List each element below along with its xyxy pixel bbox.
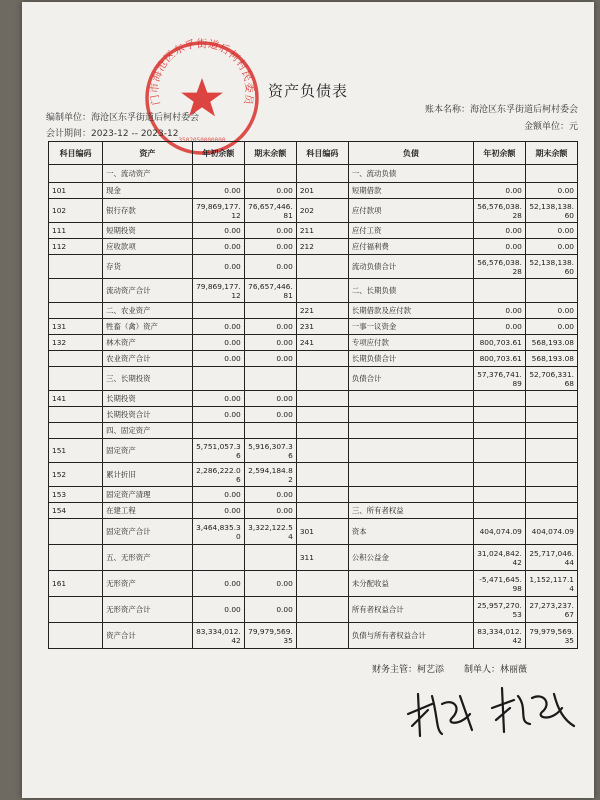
account-code [49, 597, 103, 623]
closing-balance: 52,138,138.60 [525, 199, 577, 223]
account-code: 111 [49, 223, 103, 239]
liability-name [348, 407, 473, 423]
closing-balance: 404,074.09 [525, 519, 577, 545]
opening-balance: 0.00 [473, 223, 525, 239]
opening-balance: 5,751,057.36 [192, 439, 244, 463]
account-code [296, 423, 348, 439]
closing-balance: 0.00 [244, 223, 296, 239]
account-code: 153 [49, 487, 103, 503]
account-code [296, 391, 348, 407]
account-code [49, 165, 103, 183]
liability-name: 未分配收益 [348, 571, 473, 597]
liability-name: 长期借款及应付款 [348, 303, 473, 319]
closing-balance: 0.00 [244, 239, 296, 255]
liability-name: 所有者权益合计 [348, 597, 473, 623]
asset-name: 长期投资合计 [103, 407, 193, 423]
account-code [49, 367, 103, 391]
table-row [49, 423, 578, 439]
opening-balance [192, 367, 244, 391]
account-code [49, 519, 103, 545]
asset-name: 资产合计 [103, 623, 193, 649]
closing-balance: 27,273,237.67 [525, 597, 577, 623]
table-row [49, 351, 578, 367]
asset-name: 林木资产 [103, 335, 193, 351]
liability-name: 一事一议资金 [348, 319, 473, 335]
closing-balance: 0.00 [244, 391, 296, 407]
asset-name: 牲畜（禽）资产 [103, 319, 193, 335]
svg-text:厦门市海沧区东孚街道后柯村民委员会: 门市海沧区东孚街道后柯村民委员 [148, 38, 256, 107]
table-row [49, 199, 578, 223]
liability-name: 一、流动负债 [348, 165, 473, 183]
account-code [296, 439, 348, 463]
table-row [49, 335, 578, 351]
table-row [49, 545, 578, 571]
asset-closing-header: 期末余额 [244, 142, 296, 165]
table-row [49, 597, 578, 623]
account-code [296, 255, 348, 279]
opening-balance: 31,024,842.42 [473, 545, 525, 571]
account-code [49, 279, 103, 303]
account-code: 132 [49, 335, 103, 351]
asset-name: 应收款项 [103, 239, 193, 255]
table-row [49, 255, 578, 279]
opening-balance: 0.00 [192, 407, 244, 423]
closing-balance: 1,152,117.14 [525, 571, 577, 597]
asset-name: 在建工程 [103, 503, 193, 519]
account-code [296, 367, 348, 391]
closing-balance [244, 367, 296, 391]
code-header: 科目编码 [296, 142, 348, 165]
closing-balance [525, 391, 577, 407]
closing-balance: 0.00 [244, 255, 296, 279]
table-row [49, 303, 578, 319]
closing-balance: 568,193.08 [525, 335, 577, 351]
liability-name: 短期借款 [348, 183, 473, 199]
liability-name [348, 463, 473, 487]
closing-balance: 79,979,569.35 [525, 623, 577, 649]
asset-name: 二、农业资产 [103, 303, 193, 319]
liability-name: 资本 [348, 519, 473, 545]
closing-balance: 0.00 [525, 303, 577, 319]
closing-balance: 0.00 [244, 503, 296, 519]
balance-sheet-table [48, 141, 578, 649]
opening-balance: 0.00 [192, 351, 244, 367]
closing-balance [525, 503, 577, 519]
opening-balance: 0.00 [192, 597, 244, 623]
closing-balance: 0.00 [244, 487, 296, 503]
account-code: 131 [49, 319, 103, 335]
table-row [49, 239, 578, 255]
account-code: 141 [49, 391, 103, 407]
asset-header: 资产 [103, 142, 193, 165]
opening-balance: 0.00 [192, 487, 244, 503]
asset-name: 短期投资 [103, 223, 193, 239]
opening-balance: 0.00 [192, 223, 244, 239]
asset-name: 累计折旧 [103, 463, 193, 487]
prepared-by: 制单人：林丽薇 [464, 665, 528, 675]
opening-balance: 0.00 [192, 239, 244, 255]
opening-balance [192, 165, 244, 183]
closing-balance: 79,979,569.35 [244, 623, 296, 649]
account-code: 211 [296, 223, 348, 239]
opening-balance: 0.00 [192, 255, 244, 279]
closing-balance: 3,322,122.54 [244, 519, 296, 545]
liability-name: 应付工资 [348, 223, 473, 239]
table-row [49, 439, 578, 463]
opening-balance [473, 423, 525, 439]
account-code [296, 279, 348, 303]
closing-balance: 0.00 [244, 183, 296, 199]
liability-name: 应付福利费 [348, 239, 473, 255]
closing-balance: 76,657,446.81 [244, 199, 296, 223]
closing-balance [244, 303, 296, 319]
opening-balance: 57,376,741.89 [473, 367, 525, 391]
account-code [49, 545, 103, 571]
opening-balance [473, 439, 525, 463]
finance-supervisor: 财务主管：柯艺添 [372, 665, 445, 675]
table-row [49, 463, 578, 487]
account-code: 301 [296, 519, 348, 545]
account-code: 311 [296, 545, 348, 571]
table-row [49, 503, 578, 519]
closing-balance [244, 423, 296, 439]
table-row [49, 571, 578, 597]
closing-balance: 52,706,331.68 [525, 367, 577, 391]
closing-balance [525, 439, 577, 463]
account-code [296, 623, 348, 649]
account-code [296, 407, 348, 423]
closing-balance: 5,916,307.36 [244, 439, 296, 463]
document-sheet [22, 2, 594, 798]
opening-balance: 800,703.61 [473, 335, 525, 351]
asset-name: 长期投资 [103, 391, 193, 407]
table-row [49, 279, 578, 303]
signature-finance [402, 674, 482, 744]
opening-balance: 800,703.61 [473, 351, 525, 367]
opening-balance [473, 463, 525, 487]
account-code: 154 [49, 503, 103, 519]
opening-balance: 3,464,835.30 [192, 519, 244, 545]
account-code [296, 487, 348, 503]
table-row [49, 223, 578, 239]
opening-balance: 0.00 [473, 239, 525, 255]
asset-name: 五、无形资产 [103, 545, 193, 571]
opening-balance: 0.00 [473, 183, 525, 199]
opening-balance: 0.00 [192, 335, 244, 351]
account-code [49, 423, 103, 439]
opening-balance: 0.00 [192, 503, 244, 519]
code-header: 科目编码 [49, 142, 103, 165]
liability-opening-header: 年初余额 [473, 142, 525, 165]
account-code [296, 351, 348, 367]
account-code [296, 571, 348, 597]
opening-balance [473, 165, 525, 183]
closing-balance: 0.00 [525, 239, 577, 255]
opening-balance: 0.00 [192, 571, 244, 597]
opening-balance [473, 391, 525, 407]
opening-balance: 79,869,177.12 [192, 199, 244, 223]
account-code [49, 623, 103, 649]
closing-balance: 0.00 [244, 407, 296, 423]
liability-name: 流动负债合计 [348, 255, 473, 279]
opening-balance: 56,576,038.28 [473, 199, 525, 223]
account-code: 241 [296, 335, 348, 351]
closing-balance: 0.00 [525, 183, 577, 199]
opening-balance [473, 487, 525, 503]
opening-balance: 0.00 [192, 183, 244, 199]
opening-balance: 0.00 [192, 391, 244, 407]
account-code: 202 [296, 199, 348, 223]
asset-name: 无形资产合计 [103, 597, 193, 623]
liability-name: 负债合计 [348, 367, 473, 391]
closing-balance: 0.00 [244, 597, 296, 623]
asset-name: 银行存款 [103, 199, 193, 223]
account-code [296, 165, 348, 183]
liability-name [348, 439, 473, 463]
opening-balance [192, 303, 244, 319]
account-code: 231 [296, 319, 348, 335]
opening-balance [192, 545, 244, 571]
closing-balance: 568,193.08 [525, 351, 577, 367]
account-code [49, 407, 103, 423]
account-code [49, 351, 103, 367]
asset-name: 现金 [103, 183, 193, 199]
closing-balance [525, 279, 577, 303]
table-row [49, 165, 578, 183]
liability-name [348, 423, 473, 439]
liability-header: 负债 [348, 142, 473, 165]
account-code: 212 [296, 239, 348, 255]
account-code [296, 503, 348, 519]
asset-name: 农业资产合计 [103, 351, 193, 367]
opening-balance: -5,471,645.98 [473, 571, 525, 597]
asset-name: 一、流动资产 [103, 165, 193, 183]
compiling-unit: 编制单位：海沧区东孚街道后柯村委会 [46, 113, 200, 123]
account-code: 151 [49, 439, 103, 463]
closing-balance [525, 407, 577, 423]
opening-balance: 0.00 [473, 319, 525, 335]
closing-balance [525, 487, 577, 503]
account-code [296, 597, 348, 623]
account-code: 112 [49, 239, 103, 255]
opening-balance: 25,957,270.53 [473, 597, 525, 623]
table-row [49, 319, 578, 335]
account-code: 101 [49, 183, 103, 199]
asset-name: 无形资产 [103, 571, 193, 597]
currency-unit: 金额单位：元 [523, 122, 578, 132]
account-code: 201 [296, 183, 348, 199]
closing-balance: 2,594,184.82 [244, 463, 296, 487]
asset-name: 存货 [103, 255, 193, 279]
opening-balance: 79,869,177.12 [192, 279, 244, 303]
account-code [296, 463, 348, 487]
table-row [49, 407, 578, 423]
liability-name: 公积公益金 [348, 545, 473, 571]
liability-closing-header: 期末余额 [525, 142, 577, 165]
table-row [49, 367, 578, 391]
liability-name: 专项应付款 [348, 335, 473, 351]
asset-name: 四、固定资产 [103, 423, 193, 439]
account-code: 152 [49, 463, 103, 487]
opening-balance: 404,074.09 [473, 519, 525, 545]
opening-balance [192, 423, 244, 439]
liability-name [348, 391, 473, 407]
account-code: 221 [296, 303, 348, 319]
closing-balance: 52,138,138.60 [525, 255, 577, 279]
account-code: 161 [49, 571, 103, 597]
closing-balance: 0.00 [525, 319, 577, 335]
account-code [49, 303, 103, 319]
opening-balance [473, 407, 525, 423]
closing-balance [525, 165, 577, 183]
asset-opening-header: 年初余额 [192, 142, 244, 165]
accounting-period: 会计期间：2023-12 -- 2023-12 [46, 129, 179, 139]
closing-balance [244, 165, 296, 183]
liability-name: 三、所有者权益 [348, 503, 473, 519]
opening-balance: 83,334,012.42 [192, 623, 244, 649]
closing-balance [525, 463, 577, 487]
table-row [49, 391, 578, 407]
ledger-name: 账本名称：海沧区东孚街道后柯村委会 [424, 105, 578, 115]
opening-balance: 0.00 [473, 303, 525, 319]
opening-balance: 83,334,012.42 [473, 623, 525, 649]
table-row [49, 183, 578, 199]
opening-balance: 0.00 [192, 319, 244, 335]
closing-balance: 0.00 [244, 351, 296, 367]
closing-balance: 76,657,446.81 [244, 279, 296, 303]
asset-name: 三、长期投资 [103, 367, 193, 391]
liability-name: 应付款项 [348, 199, 473, 223]
opening-balance [473, 503, 525, 519]
closing-balance: 0.00 [525, 223, 577, 239]
account-code: 102 [49, 199, 103, 223]
liability-name: 二、长期负债 [348, 279, 473, 303]
table-header-row [49, 142, 578, 165]
closing-balance: 0.00 [244, 319, 296, 335]
closing-balance [525, 423, 577, 439]
asset-name: 固定资产清理 [103, 487, 193, 503]
opening-balance: 56,576,038.28 [473, 255, 525, 279]
closing-balance [244, 545, 296, 571]
asset-name: 流动资产合计 [103, 279, 193, 303]
table-row [49, 487, 578, 503]
signature-maker [488, 678, 578, 740]
page-title: 资产负债表 [267, 82, 348, 100]
asset-name: 固定资产合计 [103, 519, 193, 545]
opening-balance [473, 279, 525, 303]
liability-name [348, 487, 473, 503]
liability-name: 负债与所有者权益合计 [348, 623, 473, 649]
closing-balance: 0.00 [244, 571, 296, 597]
asset-name: 固定资产 [103, 439, 193, 463]
account-code [49, 255, 103, 279]
closing-balance: 0.00 [244, 335, 296, 351]
table-row [49, 519, 578, 545]
opening-balance: 2,286,222.06 [192, 463, 244, 487]
table-row [49, 623, 578, 649]
liability-name: 长期负债合计 [348, 351, 473, 367]
svg-text:3502050000000: 3502050000000 [178, 137, 226, 144]
closing-balance: 25,717,046.44 [525, 545, 577, 571]
